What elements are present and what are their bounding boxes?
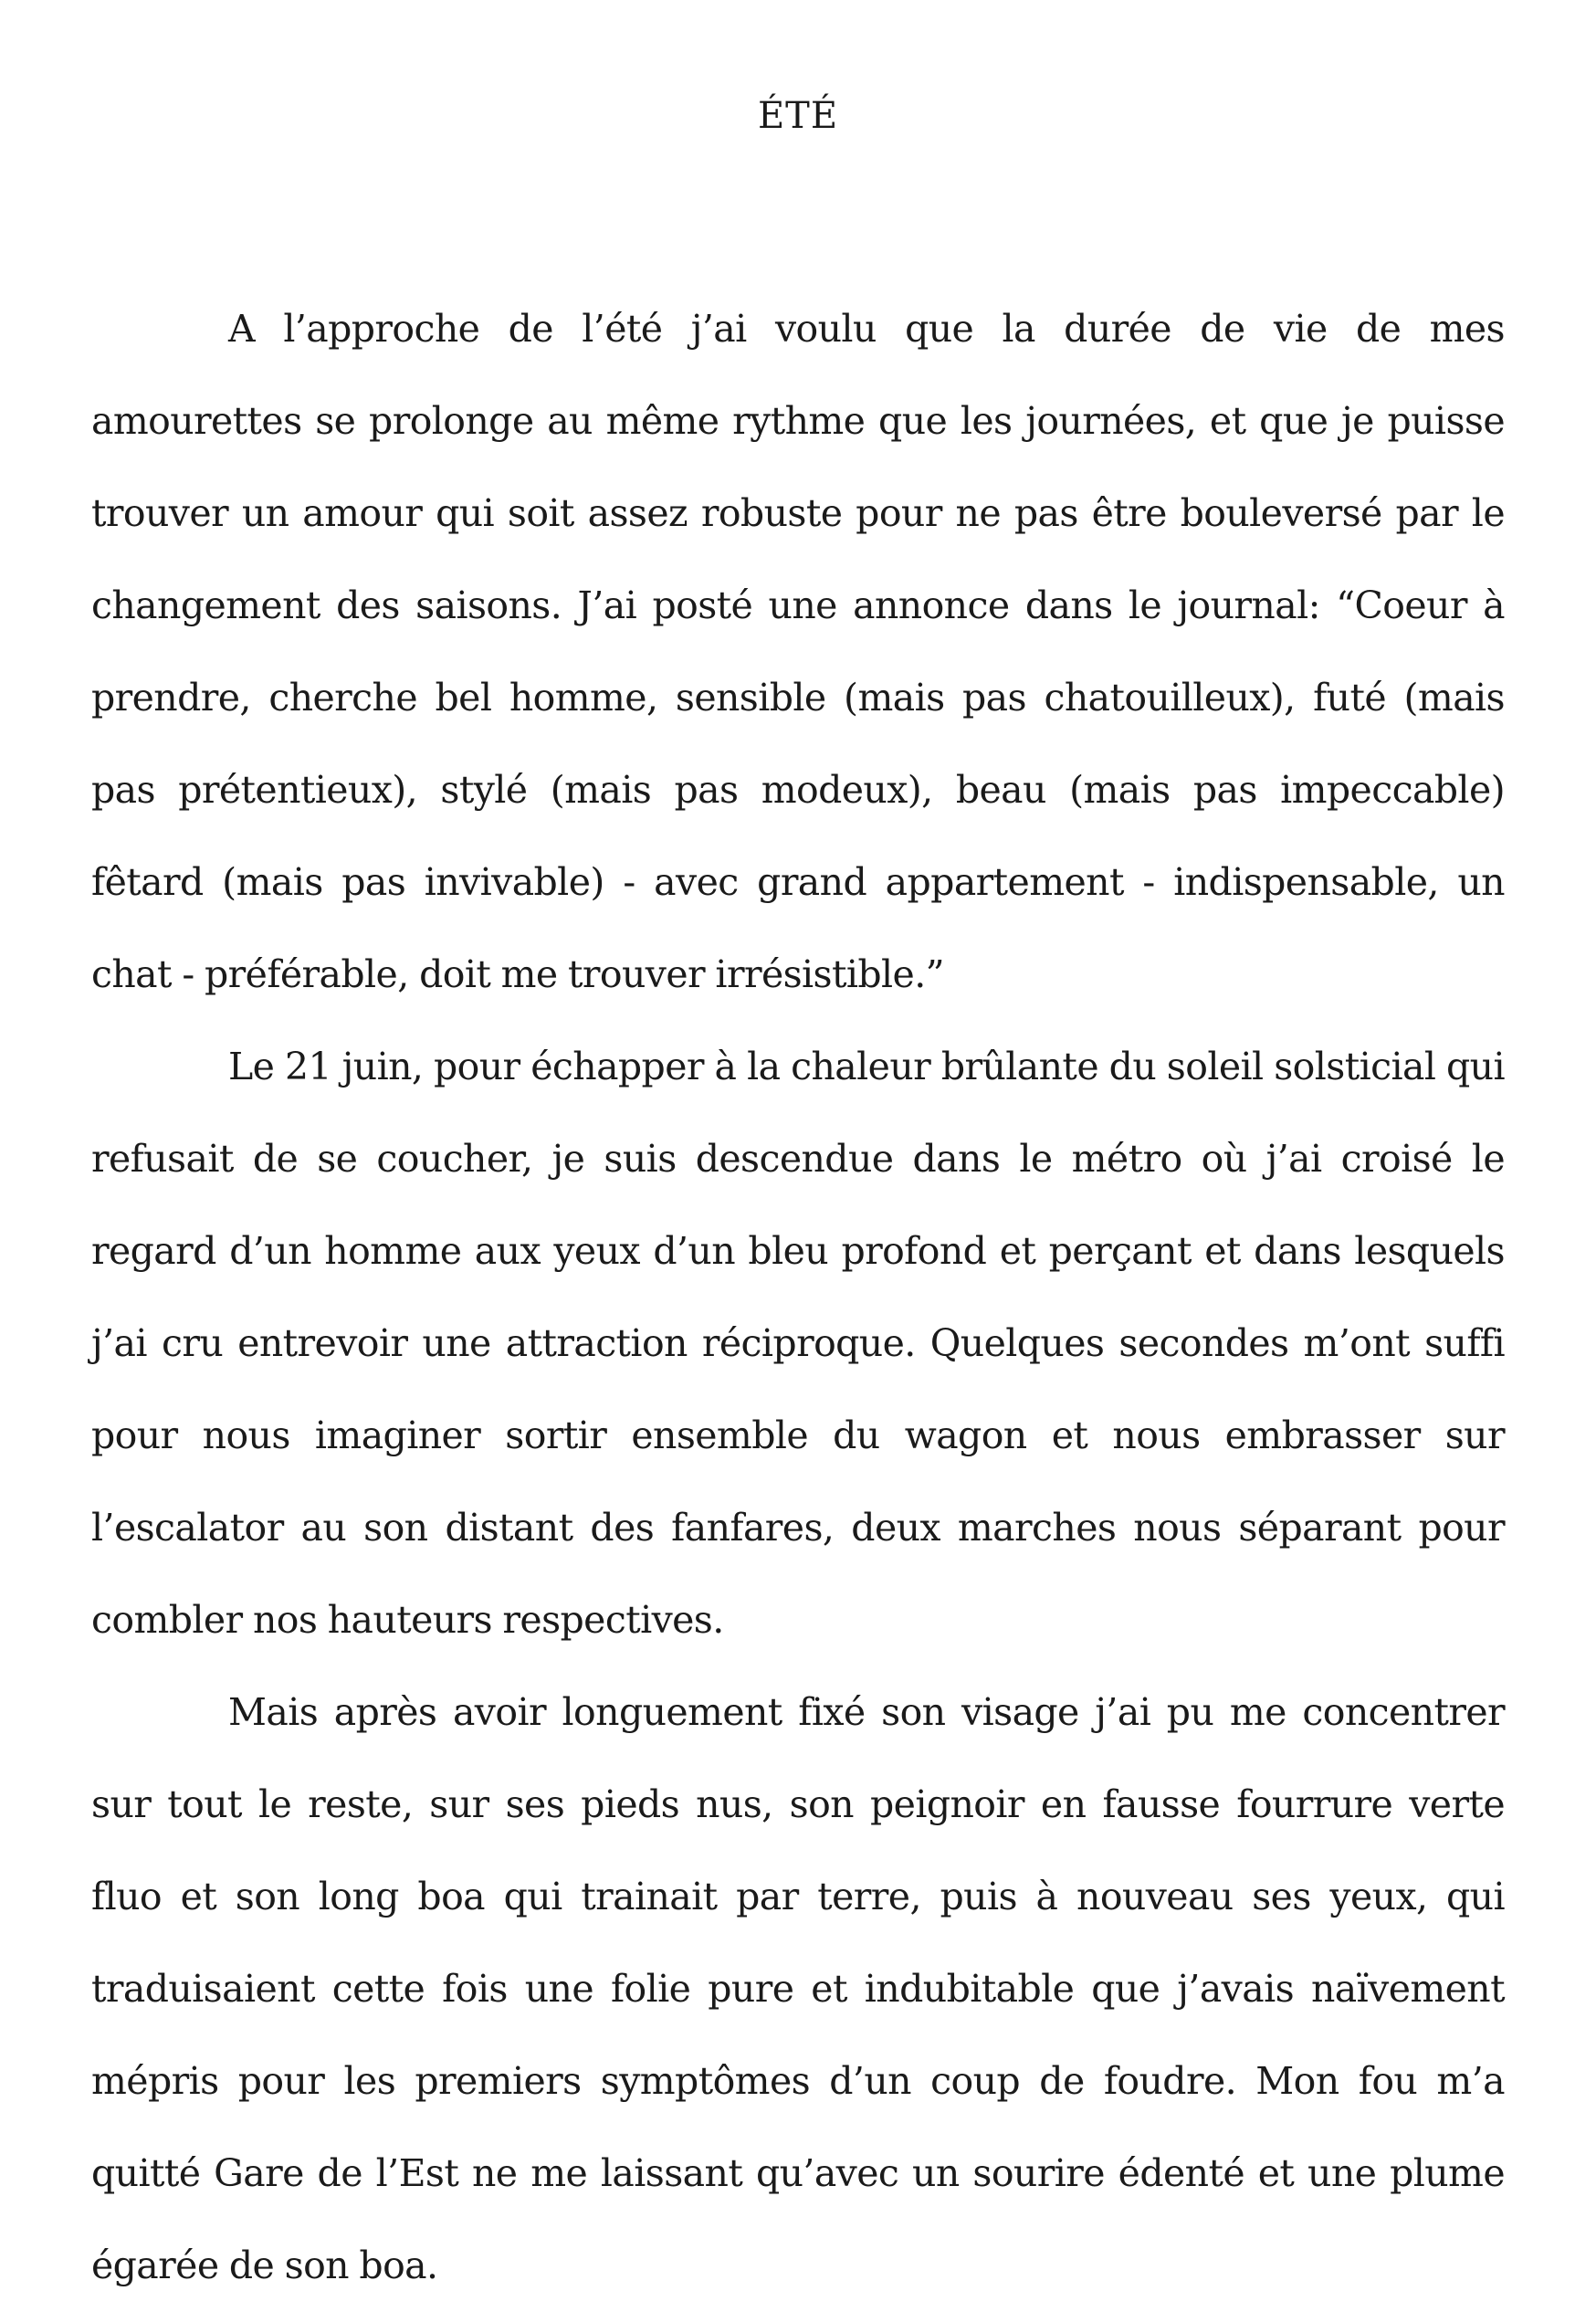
paragraph-3: Mais après avoir longuement fixé son visage j’ai pu me concentrer sur tout le reste, sur ses pieds nus, son peignoir en fausse fourrure verte fluo et son long boa qui trainait par terre, puis à nouveau ses yeux, qui traduisaient cette fois une folie pure et indubitable que j’avais naïvement mépris pour les premiers symptômes d’un coup de foudre. Mon fou m’a quitté Gare de l’Est ne me laissant qu’avec un sourire édenté et une plume égarée de son boa. (91, 1690, 1505, 2287)
paragraph-1: A l’approche de l’été j’ai voulu que la durée de vie de mes amourettes se prolonge au même rythme que les journées, et que je puisse trouver un amour qui soit assez robuste pour ne pas être bouleversé par le changement des saisons. J’ai posté une annonce dans le journal: “Coeur à prendre, cherche bel homme, sensible (mais pas chatouilleux), futé (mais pas prétentieux), stylé (mais pas modeux), beau (mais pas impeccable) fêtard (mais pas invivable) - avec grand appartement - indispensable, un chat - préférable, doit me trouver irrésistible.” (91, 307, 1505, 996)
page-title: ÉTÉ (757, 95, 839, 137)
paragraph-2: Le 21 juin, pour échapper à la chaleur brûlante du soleil solsticial qui refusait de se coucher, je suis descendue dans le métro où j’ai croisé le regard d’un homme aux yeux d’un bleu profond et perçant et dans lesquels j’ai cru entrevoir une attraction réciproque. Quelques secondes m’ont suffi pour nous imaginer sortir ensemble du wagon et nous embrasser sur l’escalator au son distant des fanfares, deux marches nous séparant pour combler nos hauteurs respectives. (91, 1045, 1505, 1642)
document-body (91, 283, 1505, 2312)
